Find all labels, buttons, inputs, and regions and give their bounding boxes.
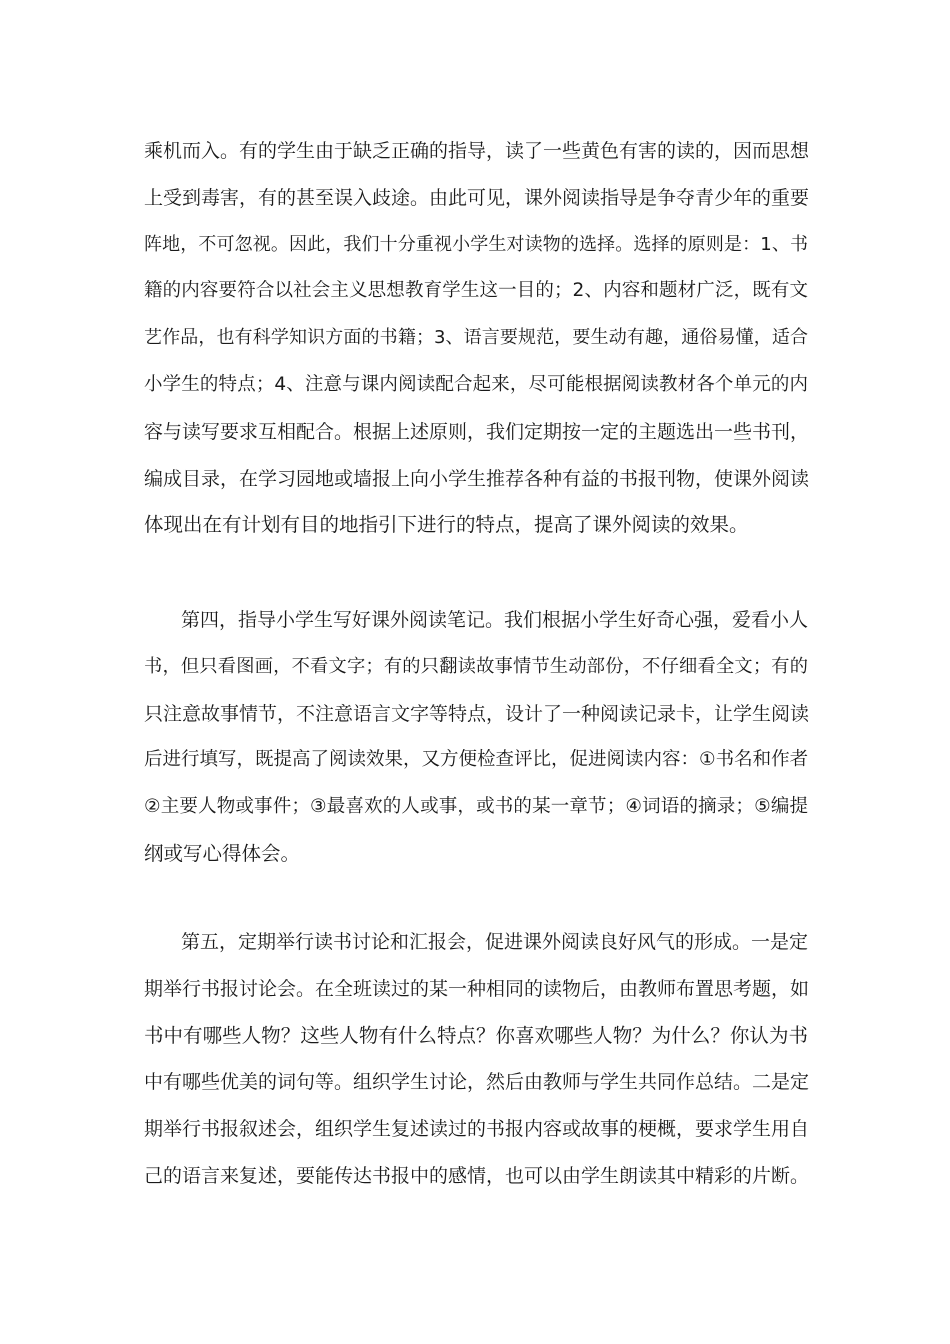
paragraph-discussion-meetings bbox=[144, 919, 808, 1200]
paragraph-line: 第四，指导小学生写好课外阅读笔记。我们根据小学生好奇心强，爱看小人 bbox=[181, 609, 809, 631]
paragraph-line: 籍的内容要符合以社会主义思想教育学生这一目的；2、内容和题材广泛，既有文 bbox=[144, 280, 808, 302]
paragraph-reading-selection bbox=[144, 128, 808, 549]
paragraph-line: 纲或写心得体会。 bbox=[144, 841, 301, 865]
paragraph-line: ②主要人物或事件；③最喜欢的人或事，或书的某一章节；④词语的摘录；⑤编提 bbox=[144, 796, 808, 818]
paragraph-line: 小学生的特点；4、注意与课内阅读配合起来，尽可能根据阅读教材各个单元的内 bbox=[144, 373, 808, 395]
paragraph-line: 中有哪些优美的词句等。组织学生讨论，然后由教师与学生共同作总结。二是定 bbox=[144, 1071, 810, 1094]
paragraph-line: 艺作品，也有科学知识方面的书籍；3、语言要规范，要生动有趣，通俗易懂，适合 bbox=[144, 327, 808, 349]
paragraph-line: 第五，定期举行读书讨论和汇报会，促进课外阅读良好风气的形成。一是定 bbox=[181, 931, 809, 953]
paragraph-line: 编成目录，在学习园地或墙报上向小学生推荐各种有益的书报刊物，使课外阅读 bbox=[144, 467, 810, 490]
paragraph-line: 己的语言来复述，要能传达书报中的感情，也可以由学生朗读其中精彩的片断。 bbox=[144, 1164, 810, 1187]
paragraph-reading-notes bbox=[144, 597, 808, 878]
paragraph-line: 阵地，不可忽视。因此，我们十分重视小学生对读物的选择。选择的原则是：1、书 bbox=[144, 233, 808, 255]
paragraph-line: 期举行书报叙述会，组织学生复述读过的书报内容或故事的梗概，要求学生用自 bbox=[144, 1118, 810, 1141]
paragraph-line: 书中有哪些人物？这些人物有什么特点？你喜欢哪些人物？为什么？你认为书 bbox=[144, 1023, 808, 1047]
paragraph-line: 乘机而入。有的学生由于缺乏正确的指导，读了一些黄色有害的读的，因而思想 bbox=[144, 140, 810, 162]
paragraph-line: 容与读写要求互相配合。根据上述原则，我们定期按一定的主题选出一些书刊， bbox=[144, 420, 810, 443]
paragraph-line: 期举行书报讨论会。在全班读过的某一种相同的读物后，由教师布置思考题，如 bbox=[144, 977, 810, 1000]
paragraph-line: 上受到毒害，有的甚至误入歧途。由此可见，课外阅读指导是争夺青少年的重要 bbox=[144, 186, 810, 209]
paragraph-line: 书，但只看图画，不看文字；有的只翻读故事情节生动部份，不仔细看全文；有的 bbox=[144, 655, 808, 677]
paragraph-line: 体现出在有计划有目的地指引下进行的特点，提高了课外阅读的效果。 bbox=[144, 513, 749, 537]
paragraph-line: 只注意故事情节，不注意语言文字等特点，设计了一种阅读记录卡，让学生阅读 bbox=[144, 702, 810, 725]
paragraph-line: 后进行填写，既提高了阅读效果，又方便检查评比，促进阅读内容：①书名和作者 bbox=[144, 749, 809, 771]
